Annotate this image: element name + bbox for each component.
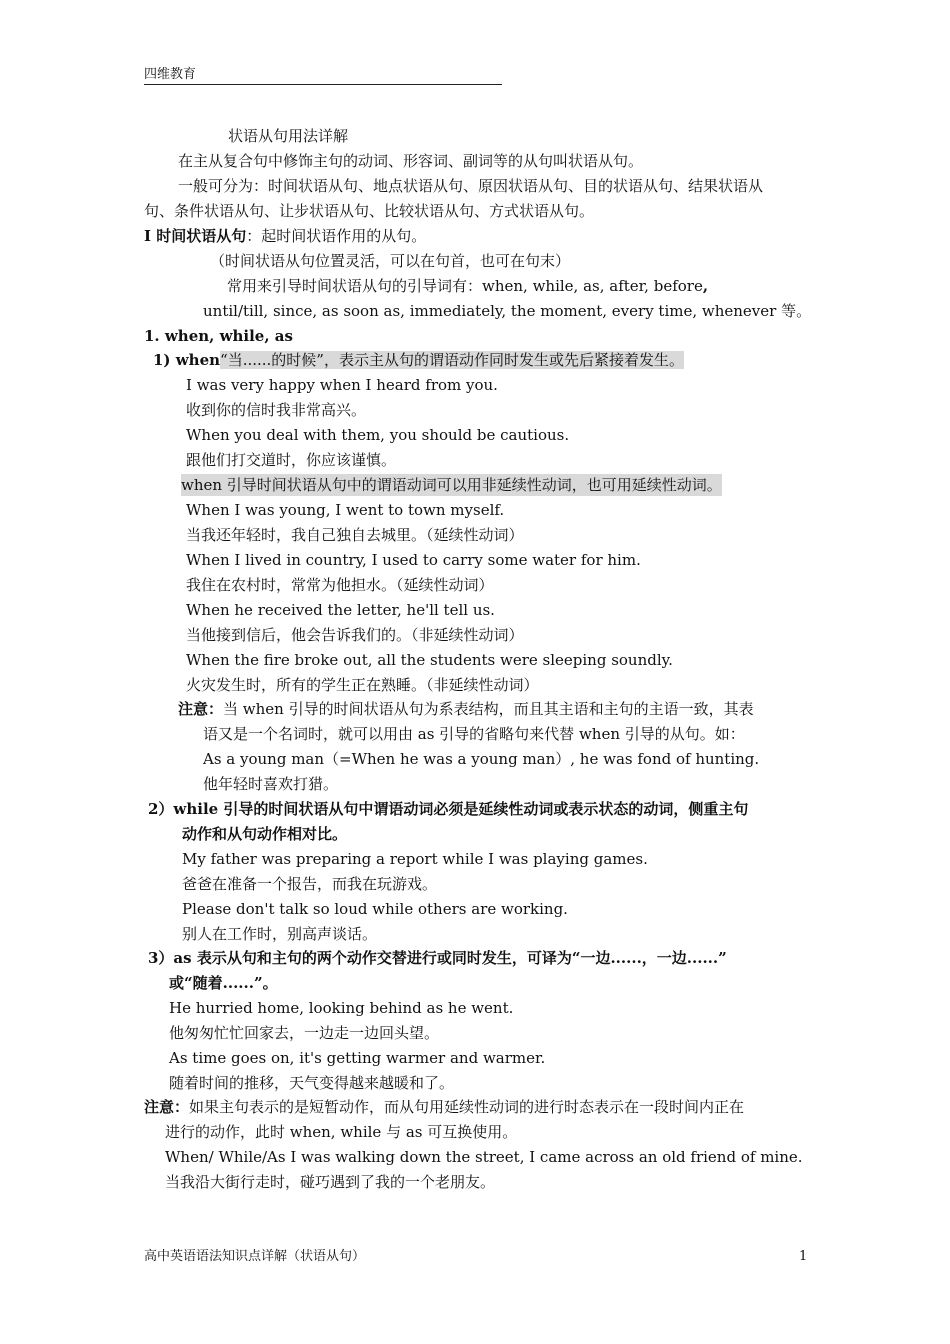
example-en: When I lived in country, I used to carry some water for him.	[186, 551, 641, 569]
example-en: I was very happy when I heard from you.	[186, 376, 498, 394]
conjunction-list-text: 常用来引导时间状语从句的引导词有：when, while, as, after, before	[227, 277, 703, 295]
while-rule-heading-line2: 动作和从句动作相对比。	[182, 825, 348, 843]
example-en: My father was preparing a report while I was playing games.	[182, 850, 648, 868]
example-en: When the fire broke out, all the students were sleeping soundly.	[186, 651, 673, 669]
example-cn: 随着时间的推移，天气变得越来越暖和了。	[169, 1074, 455, 1092]
note-label: 注意：	[178, 700, 224, 718]
note-text: 当 when 引导的时间状语从句为系表结构，而且其主语和主句的主语一致，其表	[223, 700, 754, 718]
conjunction-list-comma: ,	[702, 277, 709, 295]
section-heading-desc: ：起时间状语作用的从句。	[246, 227, 427, 245]
example-cn: 当我还年轻时，我自己独自去城里。（延续性动词）	[186, 526, 524, 544]
footer-title: 高中英语语法知识点详解（状语从句）	[144, 1249, 366, 1264]
example-cn: 火灾发生时，所有的学生正在熟睡。（非延续性动词）	[186, 676, 539, 694]
example-cn: 当我沿大街行走时，碰巧遇到了我的一个老朋友。	[165, 1173, 496, 1191]
page-number: 1	[799, 1249, 808, 1264]
example-cn: 收到你的信时我非常高兴。	[186, 401, 367, 419]
as-rule-heading-line2: 或“随着......”。	[169, 974, 278, 992]
doc-title: 状语从句用法详解	[228, 127, 349, 145]
example-en: When you deal with them, you should be cautious.	[186, 426, 570, 444]
when-rule-heading	[153, 349, 684, 371]
example-cn: 爸爸在准备一个报告，而我在玩游戏。	[182, 875, 438, 893]
intro-categories-line2: 句、条件状语从句、让步状语从句、比较状语从句、方式状语从句。	[144, 202, 595, 220]
example-cn: 别人在工作时，别高声谈话。	[182, 925, 378, 943]
conjunction-list-line1	[227, 275, 708, 297]
example-en: Please don't talk so loud while others are working.	[182, 900, 568, 918]
note-when-as-line1	[178, 698, 754, 720]
section-position-note: （时间状语从句位置灵活，可以在句首，也可在句末）	[210, 252, 571, 270]
page-header: 四维教育	[144, 67, 197, 82]
when-verb-rule-highlight: when 引导时间状语从句中的谓语动词可以用非延续性动词，也可用延续性动词。	[181, 476, 722, 494]
example-cn: 他年轻时喜欢打猎。	[203, 775, 339, 793]
example-en: As time goes on, it's getting warmer and warmer.	[169, 1049, 546, 1067]
while-rule-heading-line1: 2）while 引导的时间状语从句中谓语动词必须是延续性动词或表示状态的动词，侧重主句	[148, 800, 749, 818]
when-label: 1) when	[153, 351, 221, 369]
when-meaning-highlight: “当......的时候”，表示主从句的谓语动作同时发生或先后紧接着发生。	[220, 351, 684, 369]
example-cn: 他匆匆忙忙回家去，一边走一边回头望。	[169, 1024, 440, 1042]
header-rule	[144, 84, 502, 85]
example-cn: 跟他们打交道时，你应该谨慎。	[186, 451, 397, 469]
example-en: When/ While/As I was walking down the street, I came across an old friend of mine.	[165, 1148, 803, 1166]
note-interchangeable-line2: 进行的动作，此时 when, while 与 as 可互换使用。	[165, 1123, 518, 1141]
intro-categories-line1: 一般可分为：时间状语从句、地点状语从句、原因状语从句、目的状语从句、结果状语从	[178, 177, 764, 195]
example-en: When he received the letter, he'll tell us.	[186, 601, 495, 619]
section-heading-label: I 时间状语从句	[144, 227, 247, 245]
conjunction-list-line2: until/till, since, as soon as, immediately, the moment, every time, whenever 等。	[203, 302, 812, 320]
note-when-as-line2: 语又是一个名词时，就可以用由 as 引导的省略句来代替 when 引导的从句。如：	[203, 725, 745, 743]
as-rule-heading-line1: 3）as 表示从句和主句的两个动作交替进行或同时发生，可译为“一边......，一边......”	[148, 949, 727, 967]
example-en: When I was young, I went to town myself.	[186, 501, 505, 519]
note-label: 注意：	[144, 1098, 190, 1116]
subsection-heading: 1. when, while, as	[144, 327, 293, 345]
example-cn: 我住在农村时，常常为他担水。（延续性动词）	[186, 576, 494, 594]
intro-definition: 在主从复合句中修饰主句的动词、形容词、副词等的从句叫状语从句。	[178, 152, 644, 170]
note-interchangeable-line1	[144, 1096, 744, 1118]
section-heading-time-clause	[144, 225, 426, 247]
example-en: As a young man（=When he was a young man）, he was fond of hunting.	[203, 750, 760, 768]
note-text: 如果主句表示的是短暂动作，而从句用延续性动词的进行时态表示在一段时间内正在	[189, 1098, 745, 1116]
example-en: He hurried home, looking behind as he went.	[169, 999, 514, 1017]
example-cn: 当他接到信后，他会告诉我们的。（非延续性动词）	[186, 626, 524, 644]
